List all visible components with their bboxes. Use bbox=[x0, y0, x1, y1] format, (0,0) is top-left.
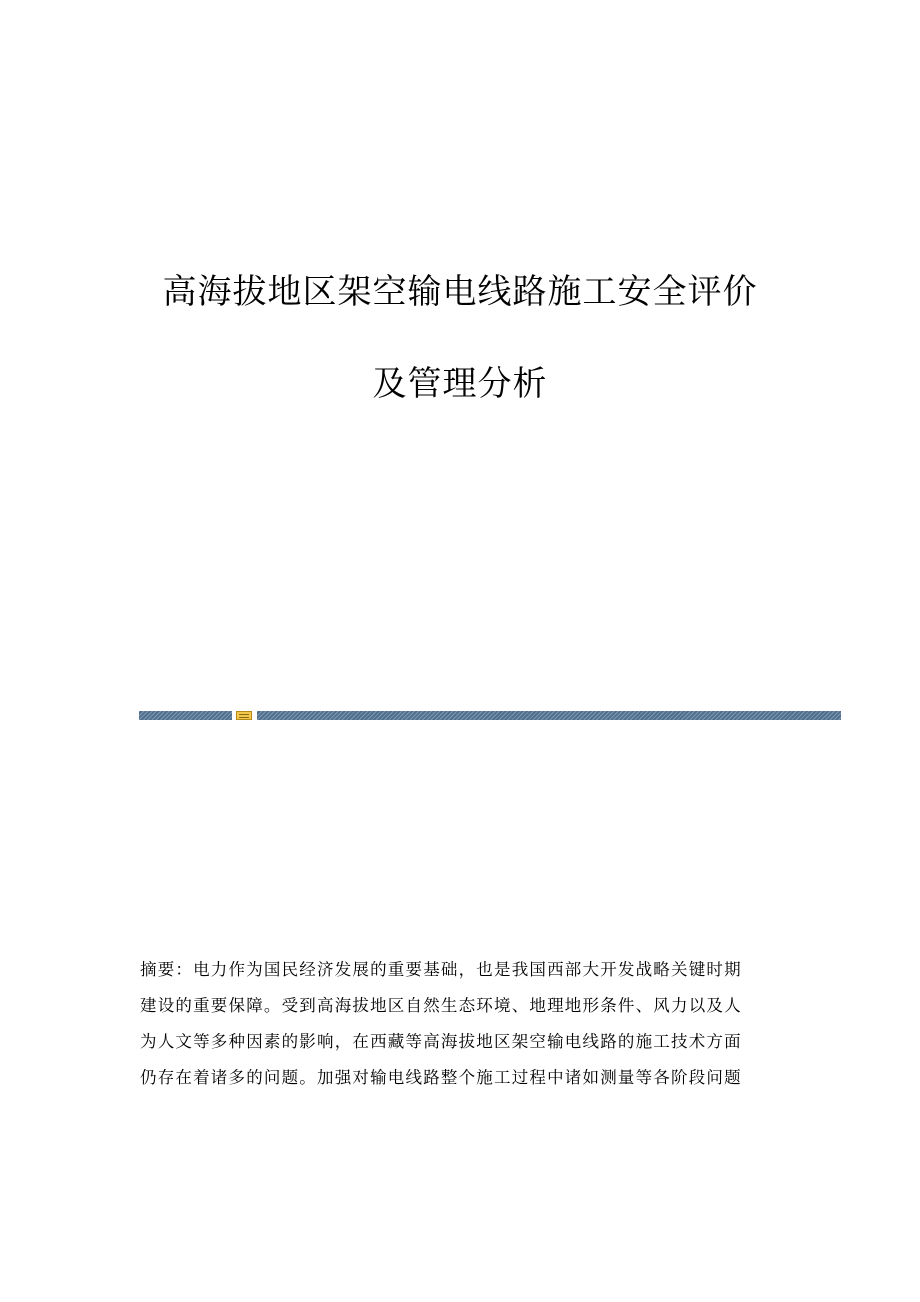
abstract-line-4: 仍存在着诸多的问题。加强对输电线路整个施工过程中诸如测量等各阶段问题 bbox=[140, 1068, 742, 1087]
abstract-line-1: 摘要：电力作为国民经济发展的重要基础，也是我国西部大开发战略关键时期 bbox=[140, 960, 742, 979]
book-icon bbox=[236, 711, 252, 720]
document-title-line-1: 高海拔地区架空输电线路施工安全评价 bbox=[162, 272, 758, 312]
abstract-line-2: 建设的重要保障。受到高海拔地区自然生态环境、地理地形条件、风力以及人 bbox=[140, 996, 742, 1015]
divider-bar-right bbox=[257, 711, 841, 720]
abstract-section bbox=[140, 952, 780, 1096]
document-title-line-2: 及管理分析 bbox=[372, 364, 548, 404]
decorative-divider bbox=[139, 711, 841, 720]
divider-bar-left bbox=[139, 711, 232, 720]
abstract-line-3: 为人文等多种因素的影响，在西藏等高海拔地区架空输电线路的施工技术方面 bbox=[140, 1032, 742, 1051]
